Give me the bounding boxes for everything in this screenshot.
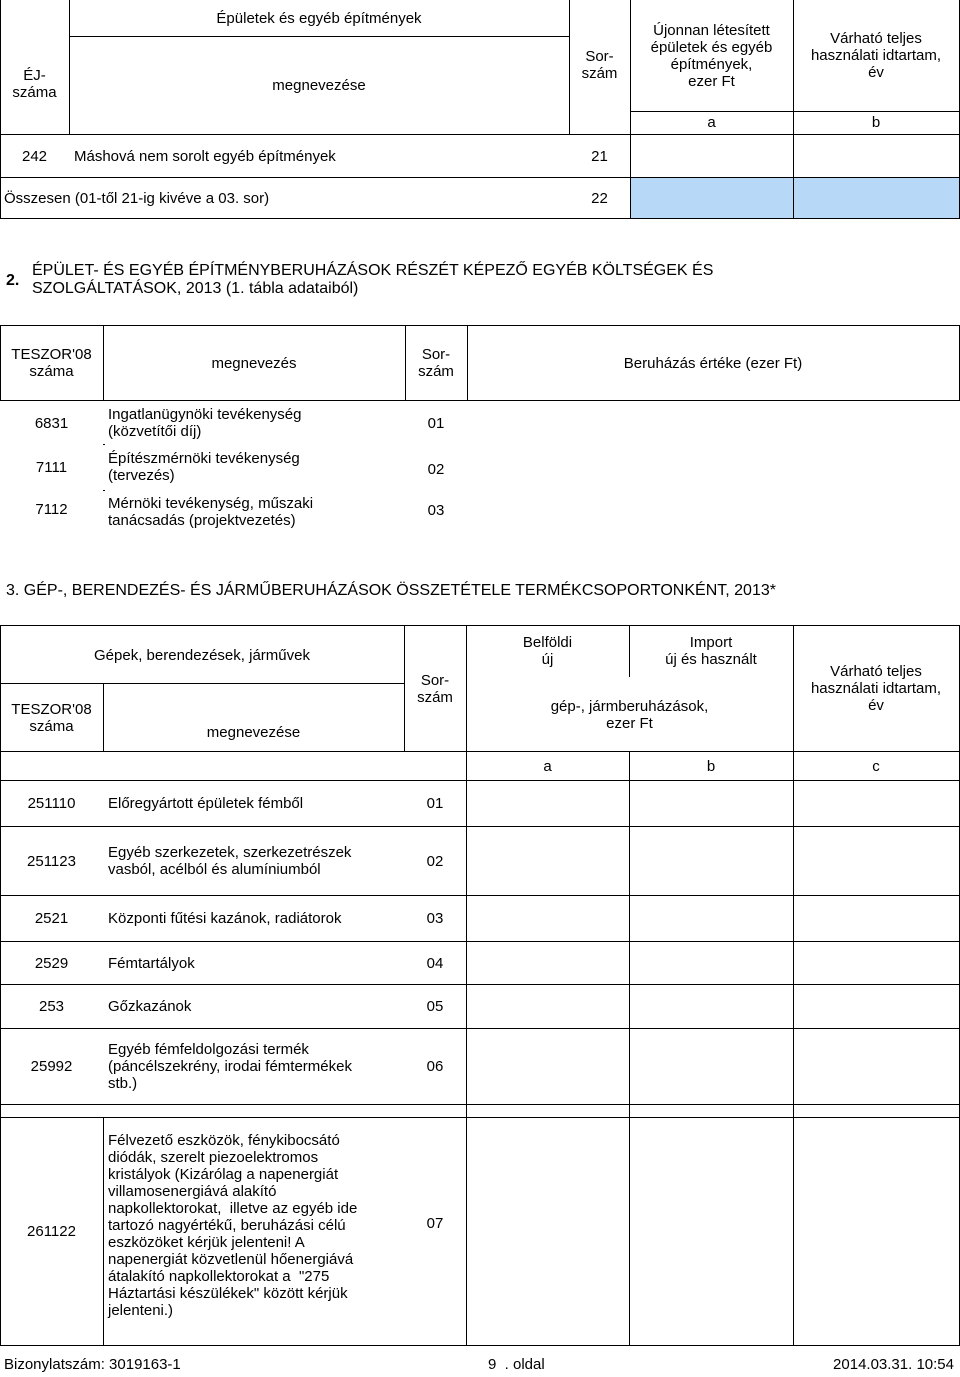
row-code: 7112 bbox=[35, 500, 68, 518]
footer-doc-id: Bizonylatszám: 3019163-1 bbox=[4, 1356, 181, 1373]
header-domestic: Belföldi új bbox=[522, 634, 573, 668]
col-b-label: b bbox=[706, 757, 716, 775]
row-sor: 21 bbox=[591, 147, 608, 165]
row-name: Egyéb szerkezetek, szerkezetrészek vasból, acélból és alumíniumból bbox=[108, 844, 352, 878]
row-name: Fémtartályok bbox=[108, 954, 195, 972]
header-teszor: TESZOR'08 száma bbox=[11, 346, 92, 380]
row-code: 2529 bbox=[34, 954, 69, 972]
row-name: Összesen (01-től 21-ig kivéve a 03. sor) bbox=[4, 189, 270, 207]
row-sor: 05 bbox=[426, 998, 444, 1015]
header-group: Gépek, berendezések, járművek bbox=[94, 646, 310, 664]
header-sor: Sor- szám bbox=[417, 671, 453, 706]
row-name: Ingatlanügynöki tevékenység (közvetítői díj) bbox=[108, 406, 302, 440]
section2-number: 2. bbox=[6, 272, 20, 289]
header-teszor: TESZOR'08 száma bbox=[11, 700, 92, 735]
section3-title: 3. GÉP-, BERENDEZÉS- ÉS JÁRMŰBERUHÁZÁSOK ÖSSZETÉTELE TERMÉKCSOPORTONKÉNT, 2013* bbox=[6, 582, 776, 599]
header-sor: Sor- szám bbox=[418, 346, 454, 380]
header-value: Beruházás értéke (ezer Ft) bbox=[623, 354, 803, 372]
row-sor: 01 bbox=[426, 795, 444, 812]
row-code: 253 bbox=[38, 998, 65, 1015]
header-import: Import új és használt bbox=[665, 634, 757, 668]
row-name: Gőzkazánok bbox=[108, 998, 192, 1015]
row-name: Egyéb fémfeldolgozási termék (páncélszekrény, irodai fémtermékek stb.) bbox=[108, 1041, 352, 1092]
row-code: 251110 bbox=[27, 795, 76, 812]
header-sub: gép-, jármberuházások, ezer Ft bbox=[550, 698, 709, 732]
row-sor: 22 bbox=[591, 189, 608, 207]
header-sor: Sor- szám bbox=[581, 48, 618, 82]
row-code: 2521 bbox=[34, 910, 69, 927]
row-name: Építészmérnöki tevékenység (tervezés) bbox=[108, 450, 300, 484]
row-sor: 07 bbox=[426, 1214, 444, 1232]
header-name: megnevezés bbox=[211, 354, 297, 372]
row-sor: 01 bbox=[427, 414, 445, 432]
header-group: Épületek és egyéb építmények bbox=[216, 9, 422, 27]
header-name: megnevezése bbox=[272, 76, 366, 94]
row-code: 261122 bbox=[27, 1223, 76, 1240]
total-row-highlight bbox=[630, 178, 959, 218]
col-a-label: a bbox=[707, 114, 716, 131]
section2-title: ÉPÜLET- ÉS EGYÉB ÉPÍTMÉNYBERUHÁZÁSOK RÉSZÉT KÉPEZŐ EGYÉB KÖLTSÉGEK ÉS SZOLGÁLTATÁSOK, 2013 (1. tábla adataiból) bbox=[32, 262, 714, 297]
row-code: 6831 bbox=[34, 414, 69, 432]
footer-page: 9 . oldal bbox=[488, 1356, 545, 1373]
row-name: Előregyártott épületek fémből bbox=[108, 795, 304, 812]
row-name: Félvezető eszközök, fénykibocsátó diódák, szerelt piezoelektromos kristályok (Kizárólag a napenergiát villamosenergiává alakító napkollektorokat, illetve az egyéb ide tartozó nagyértékű, beruházási célú eszközöket kérjük jelenteni! A napenergiát közvetlenül hőenergiává átalakító napkollektorokat a "275 Háztartási készülékek" között kérjük jelenteni.) bbox=[108, 1131, 358, 1319]
header-lifetime: Várható teljes használati idtartam, év bbox=[810, 663, 942, 714]
row-code: 25992 bbox=[30, 1058, 73, 1075]
header-new-buildings: Újonnan létesített épületek és egyéb építmények, ezer Ft bbox=[650, 21, 773, 90]
col-a-label: a bbox=[543, 757, 552, 775]
header-ej: ÉJ- száma bbox=[12, 66, 57, 101]
row-name: Központi fűtési kazánok, radiátorok bbox=[108, 910, 342, 927]
row-sor: 04 bbox=[426, 954, 444, 972]
row-code: 242 bbox=[22, 147, 48, 165]
row-sor: 03 bbox=[426, 910, 444, 927]
row-sor: 03 bbox=[427, 501, 445, 519]
col-c-label: c bbox=[872, 757, 880, 775]
row-name: Máshová nem sorolt egyéb építmények bbox=[74, 147, 336, 165]
row-sor: 06 bbox=[426, 1058, 444, 1075]
footer-datetime: 2014.03.31. 10:54 bbox=[833, 1356, 954, 1373]
col-b-label: b bbox=[871, 114, 881, 131]
header-lifetime: Várható teljes használati idtartam, év bbox=[810, 30, 942, 81]
row-code: 7111 bbox=[35, 458, 68, 476]
header-name: megnevezése bbox=[206, 723, 301, 741]
row-code: 251123 bbox=[27, 852, 76, 870]
row-sor: 02 bbox=[427, 460, 445, 478]
row-sor: 02 bbox=[426, 852, 444, 870]
row-name: Mérnöki tevékenység, műszaki tanácsadás (projektvezetés) bbox=[108, 495, 314, 529]
